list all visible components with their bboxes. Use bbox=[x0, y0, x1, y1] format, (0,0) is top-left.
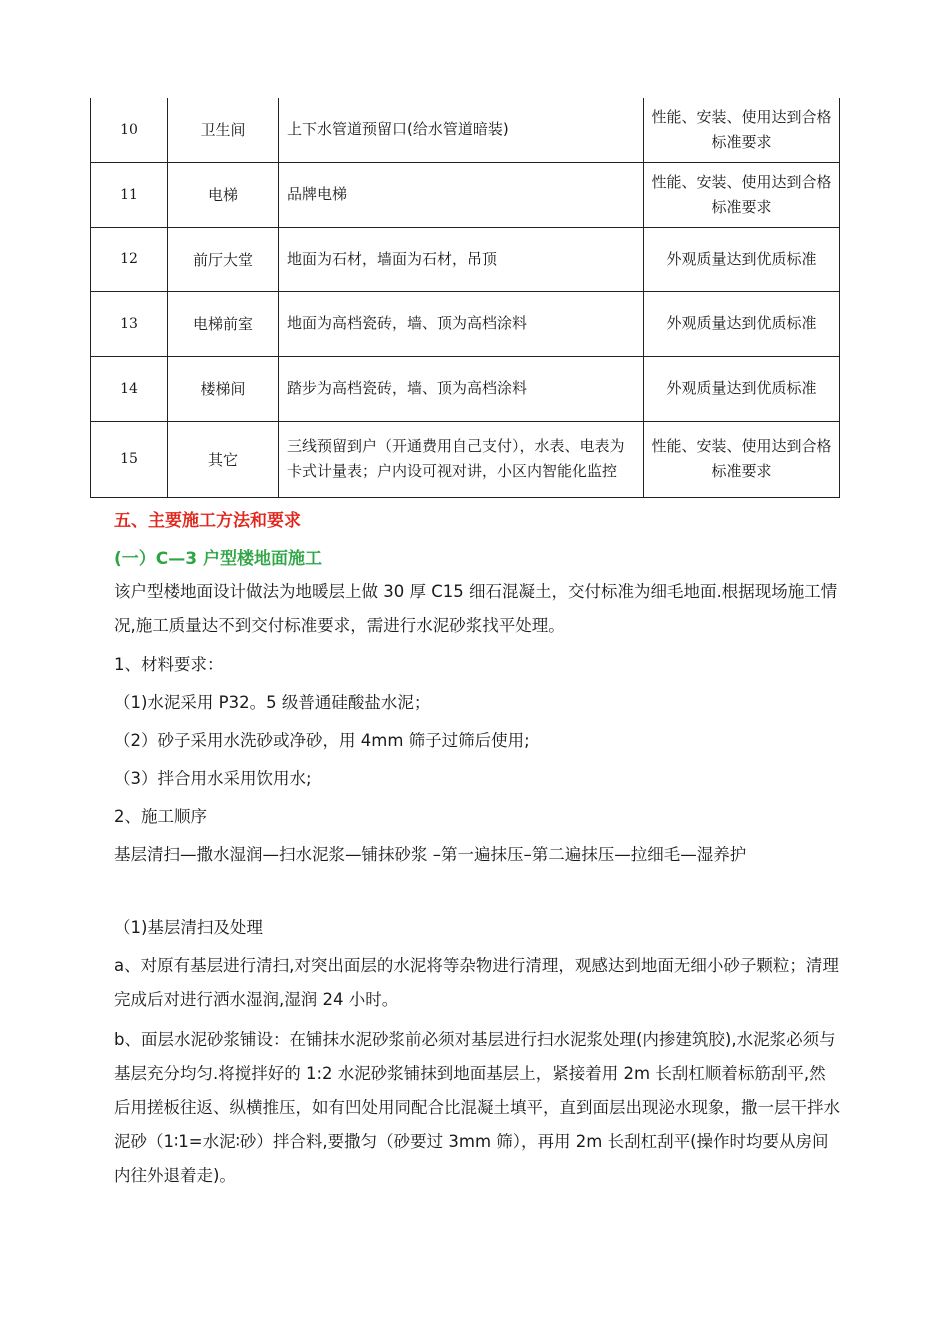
row-number: 14 bbox=[91, 356, 168, 421]
row-area: 前厅大堂 bbox=[168, 227, 279, 291]
row-standard: 外观质量达到优质标准 bbox=[644, 356, 840, 421]
row-standard: 外观质量达到优质标准 bbox=[644, 291, 840, 356]
row-description: 三线预留到户（开通费用自己支付），水表、电表为卡式计量表；户内设可视对讲，小区内智能化监控 bbox=[279, 421, 644, 497]
table-row bbox=[91, 291, 840, 356]
table-row bbox=[91, 227, 840, 291]
section-heading: 五、主要施工方法和要求 bbox=[114, 511, 301, 531]
row-description: 地面为石材，墙面为石材，吊顶 bbox=[279, 227, 644, 291]
row-number: 10 bbox=[91, 98, 168, 162]
row-number: 12 bbox=[91, 227, 168, 291]
sequence-heading: 2、施工顺序 bbox=[114, 807, 207, 826]
table-row bbox=[91, 421, 840, 497]
step-paragraph: a、对原有基层进行清扫,对突出面层的水泥将等杂物进行清理，观感达到地面无细小砂子颗粒；清理完成后对进行洒水湿润,湿润 24 小时。 bbox=[114, 956, 839, 1009]
row-area: 楼梯间 bbox=[168, 356, 279, 421]
table-row bbox=[91, 162, 840, 227]
intro-paragraph: 该户型楼地面设计做法为地暖层上做 30 厚 C15 细石混凝土，交付标准为细毛地面.根据现场施工情况,施工质量达不到交付标准要求，需进行水泥砂浆找平处理。 bbox=[114, 582, 838, 635]
step-heading: （1)基层清扫及处理 bbox=[114, 918, 263, 937]
row-description: 地面为高档瓷砖，墙、顶为高档涂料 bbox=[279, 291, 644, 356]
row-number: 11 bbox=[91, 162, 168, 227]
step-paragraph: b、面层水泥砂浆铺设：在铺抹水泥砂浆前必须对基层进行扫水泥浆处理(内掺建筑胶),水泥浆必须与基层充分均匀.将搅拌好的 1:2 水泥砂浆铺抹到地面基层上，紧接着用 2m 长刮杠顺着标筋刮平,然后用搓板往返、纵横推压，如有凹处用同配合比混凝土填平，直到面层出现泌水现象，撒一层干拌水泥砂（1∶1=水泥∶砂）拌合料,要撒匀（砂要过 3mm 筛），再用 2m 长刮杠刮平(操作时均要从房间内往外退着走)。 bbox=[114, 1030, 840, 1185]
row-standard: 外观质量达到优质标准 bbox=[644, 227, 840, 291]
sequence-paragraph: 基层清扫—撒水湿润—扫水泥浆—铺抹砂浆 –第一遍抹压–第二遍抹压—拉细毛—湿养护 bbox=[114, 845, 747, 864]
row-description: 品牌电梯 bbox=[279, 162, 644, 227]
row-standard: 性能、安装、使用达到合格标准要求 bbox=[644, 162, 840, 227]
materials-heading: 1、材料要求： bbox=[114, 655, 224, 674]
specification-table bbox=[90, 98, 840, 498]
table-row bbox=[91, 356, 840, 421]
row-number: 13 bbox=[91, 291, 168, 356]
row-number: 15 bbox=[91, 421, 168, 497]
material-item: （2）砂子采用水洗砂或净砂，用 4mm 筛子过筛后使用; bbox=[114, 731, 530, 750]
row-description: 上下水管道预留口(给水管道暗装) bbox=[279, 98, 644, 162]
subsection-heading: (一）C—3 户型楼地面施工 bbox=[114, 549, 322, 569]
row-standard: 性能、安装、使用达到合格标准要求 bbox=[644, 421, 840, 497]
row-area: 其它 bbox=[168, 421, 279, 497]
material-item: （3）拌合用水采用饮用水; bbox=[114, 769, 312, 788]
row-area: 卫生间 bbox=[168, 98, 279, 162]
row-standard: 性能、安装、使用达到合格标准要求 bbox=[644, 98, 840, 162]
row-area: 电梯前室 bbox=[168, 291, 279, 356]
row-description: 踏步为高档瓷砖，墙、顶为高档涂料 bbox=[279, 356, 644, 421]
material-item: （1)水泥采用 P32。5 级普通硅酸盐水泥； bbox=[114, 693, 431, 712]
table-row bbox=[91, 98, 840, 162]
row-area: 电梯 bbox=[168, 162, 279, 227]
